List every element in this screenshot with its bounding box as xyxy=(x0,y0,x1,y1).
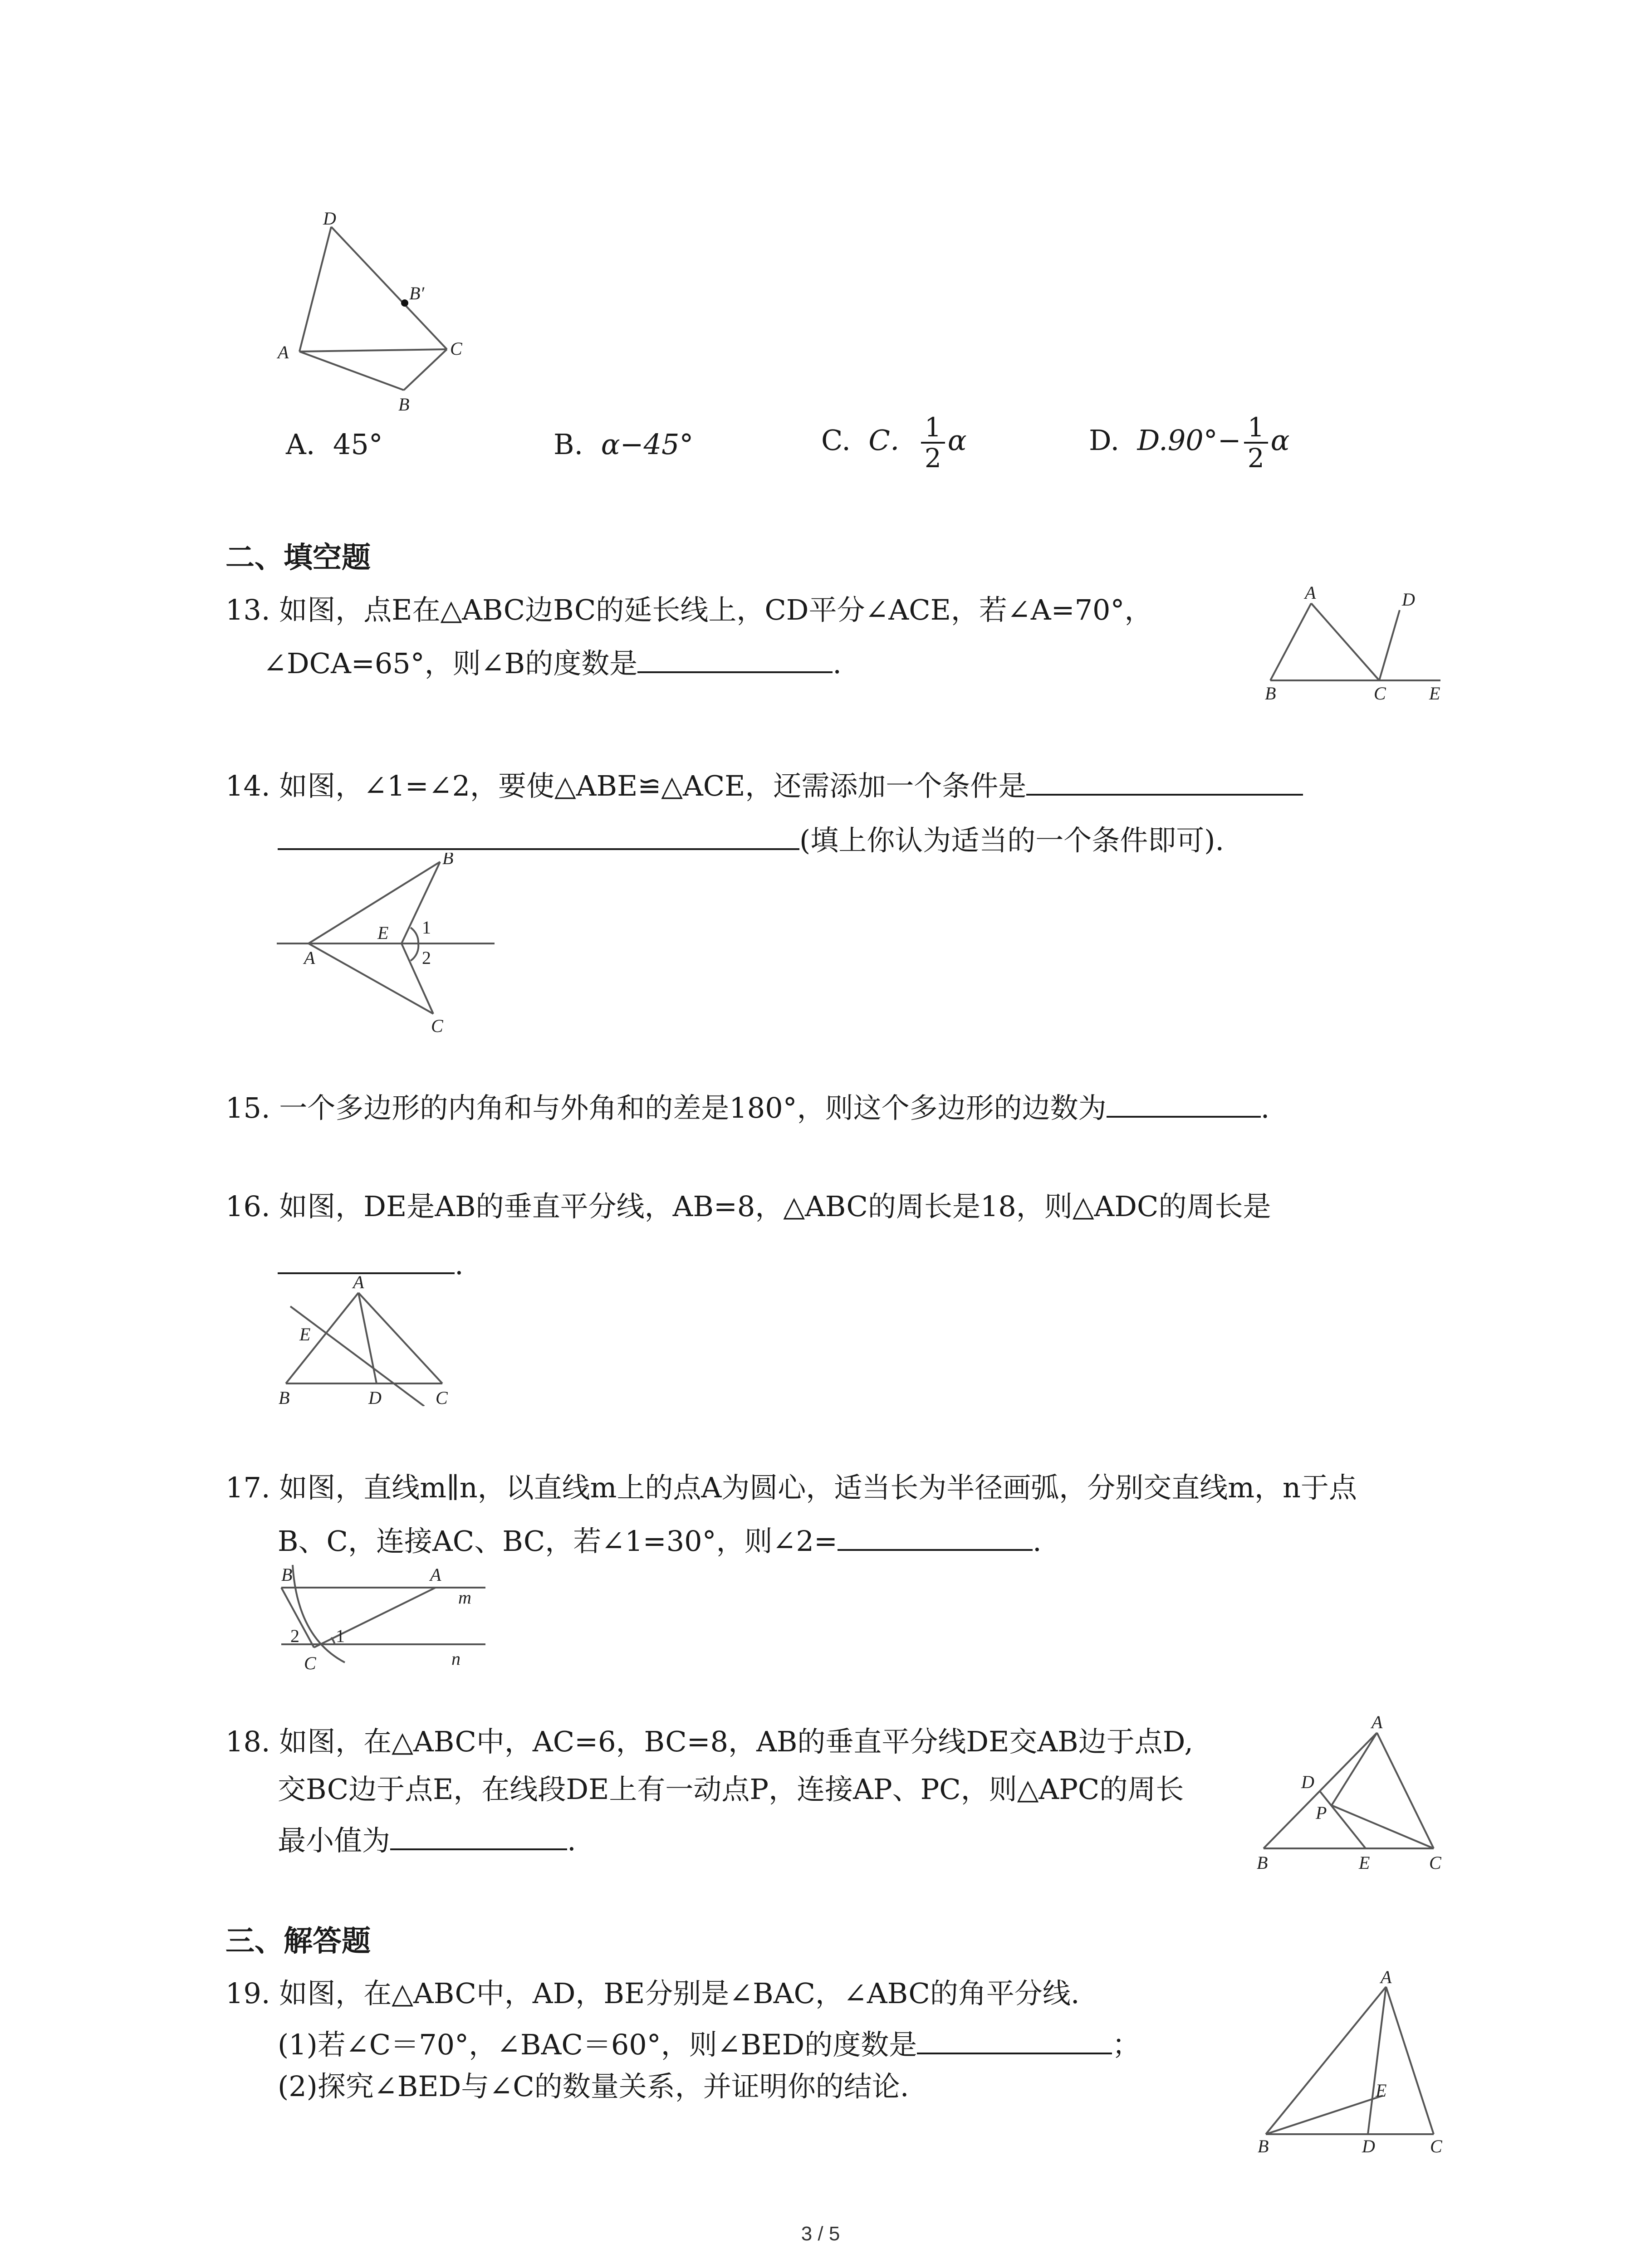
q19-line3: (2)探究∠BED与∠C的数量关系，并证明你的结论. xyxy=(278,2070,909,2103)
q14-line1: 14. 如图，∠1=∠2，要使△ABE≌△ACE，还需添加一个条件是 xyxy=(225,767,1303,804)
q13-label-b: B xyxy=(1265,683,1276,703)
q19-answer-blank[interactable] xyxy=(917,2025,1112,2054)
q15-line1: 15. 一个多边形的内角和与外角和的差是180°，则这个多边形的边数为 . xyxy=(225,1089,1269,1126)
q12-label-c: C xyxy=(450,338,462,359)
q16-label-b: B xyxy=(279,1388,290,1406)
q12-option-c: C. C． $\frac{1}{2}$ α xyxy=(821,412,967,474)
q19-label-d: D xyxy=(1362,2136,1375,2156)
q14-answer-blank-2[interactable] xyxy=(278,821,799,850)
q19-label-c: C xyxy=(1430,2136,1442,2156)
q13-figure xyxy=(1261,585,1452,703)
q18-label-a: A xyxy=(1372,1715,1383,1732)
q16-label-c: C xyxy=(436,1388,448,1406)
q12-label-a: A xyxy=(278,342,289,362)
page-number: 3 / 5 xyxy=(801,2223,840,2245)
q14-label-angle1: 1 xyxy=(422,917,431,938)
q17-label-c: C xyxy=(304,1653,316,1673)
q14-label-c: C xyxy=(431,1016,443,1034)
q14-figure xyxy=(272,853,508,1034)
section-3-title: 三、解答题 xyxy=(225,1924,371,1958)
q16-label-d: D xyxy=(368,1388,382,1406)
q17-label-n: n xyxy=(451,1648,460,1669)
q12-label-d: D xyxy=(323,208,336,229)
q12-option-d-fraction: $\frac{1}{2}$ xyxy=(1244,413,1268,473)
q19-line1: 19. 如图，在△ABC中，AD，BE分别是∠BAC，∠ABC的角平分线. xyxy=(225,1977,1080,2010)
q18-label-b: B xyxy=(1257,1853,1268,1873)
q16-answer-blank[interactable] xyxy=(278,1245,455,1274)
q16-line2: . xyxy=(278,1245,464,1283)
q12-option-c-fraction: $\frac{1}{2}$ xyxy=(921,413,945,473)
q17-answer-blank[interactable] xyxy=(838,1522,1033,1551)
q18-line3: 最小值为 . xyxy=(278,1821,576,1859)
q18-label-d: D xyxy=(1301,1772,1314,1792)
q13-label-a: A xyxy=(1305,585,1316,603)
q18-figure xyxy=(1252,1715,1452,1873)
q17-label-angle1: 1 xyxy=(336,1626,345,1646)
q13-line1: 13. 如图，点E在△ABC边BC的延长线上，CD平分∠ACE，若∠A=70°， xyxy=(225,593,1153,626)
q17-label-a: A xyxy=(430,1564,441,1585)
q19-figure xyxy=(1252,1969,1452,2159)
q13-label-c: C xyxy=(1374,683,1386,703)
q14-label-a: A xyxy=(304,948,315,968)
q14-label-e: E xyxy=(377,923,389,943)
q14-label-b: B xyxy=(442,853,454,868)
q12-label-b: B xyxy=(398,394,410,415)
q17-line1: 17. 如图，直线m∥n，以直线m上的点A为圆心，适当长为半径画弧，分别交直线m，n于点 xyxy=(225,1471,1357,1504)
q12-figure xyxy=(268,204,481,417)
q12-label-bprime: B′ xyxy=(409,283,425,303)
q14-line2: (填上你认为适当的一个条件即可). xyxy=(278,821,1224,859)
q19-label-e: E xyxy=(1376,2080,1387,2101)
q12-option-b: B. α−45° xyxy=(554,428,694,461)
q13-line2: ∠DCA=65°，则∠B的度数是 . xyxy=(263,644,842,682)
q14-answer-blank-1[interactable] xyxy=(1026,767,1303,796)
q18-answer-blank[interactable] xyxy=(390,1821,567,1850)
q13-label-e: E xyxy=(1429,683,1440,703)
q12-option-a: A. 45° xyxy=(286,428,383,461)
section-2-title: 二、填空题 xyxy=(225,541,371,575)
q14-label-angle2: 2 xyxy=(422,948,431,968)
q16-label-e: E xyxy=(299,1324,311,1344)
q15-answer-blank[interactable] xyxy=(1107,1089,1261,1118)
q12-option-d: D. D.90°− $\frac{1}{2}$ α xyxy=(1089,412,1290,474)
q17-label-angle2: 2 xyxy=(290,1626,299,1646)
q18-label-c: C xyxy=(1429,1853,1441,1873)
q19-line2: (1)若∠C＝70°，∠BAC＝60°，则∠BED的度数是 ； xyxy=(278,2025,1140,2063)
q16-label-a: A xyxy=(353,1275,364,1292)
q19-label-a: A xyxy=(1381,1969,1392,1987)
q17-label-m: m xyxy=(458,1587,471,1608)
q13-answer-blank[interactable] xyxy=(637,644,833,673)
q17-line2: B、C，连接AC、BC，若∠1=30°，则∠2= . xyxy=(278,1522,1042,1559)
q19-label-b: B xyxy=(1258,2136,1269,2156)
q18-line2: 交BC边于点E，在线段DE上有一动点P，连接AP、PC，则△APC的周长 xyxy=(278,1773,1184,1806)
q18-line1: 18. 如图，在△ABC中，AC=6，BC=8，AB的垂直平分线DE交AB边于点D, xyxy=(225,1725,1193,1758)
q16-figure xyxy=(272,1275,463,1406)
q17-figure xyxy=(272,1551,499,1683)
q16-line1: 16. 如图，DE是AB的垂直平分线，AB=8，△ABC的周长是18，则△ADC的周长是 xyxy=(225,1190,1271,1223)
q13-label-d: D xyxy=(1402,589,1415,610)
q17-label-b: B xyxy=(281,1564,293,1585)
q18-label-p: P xyxy=(1316,1803,1327,1823)
q18-label-e: E xyxy=(1359,1853,1370,1873)
